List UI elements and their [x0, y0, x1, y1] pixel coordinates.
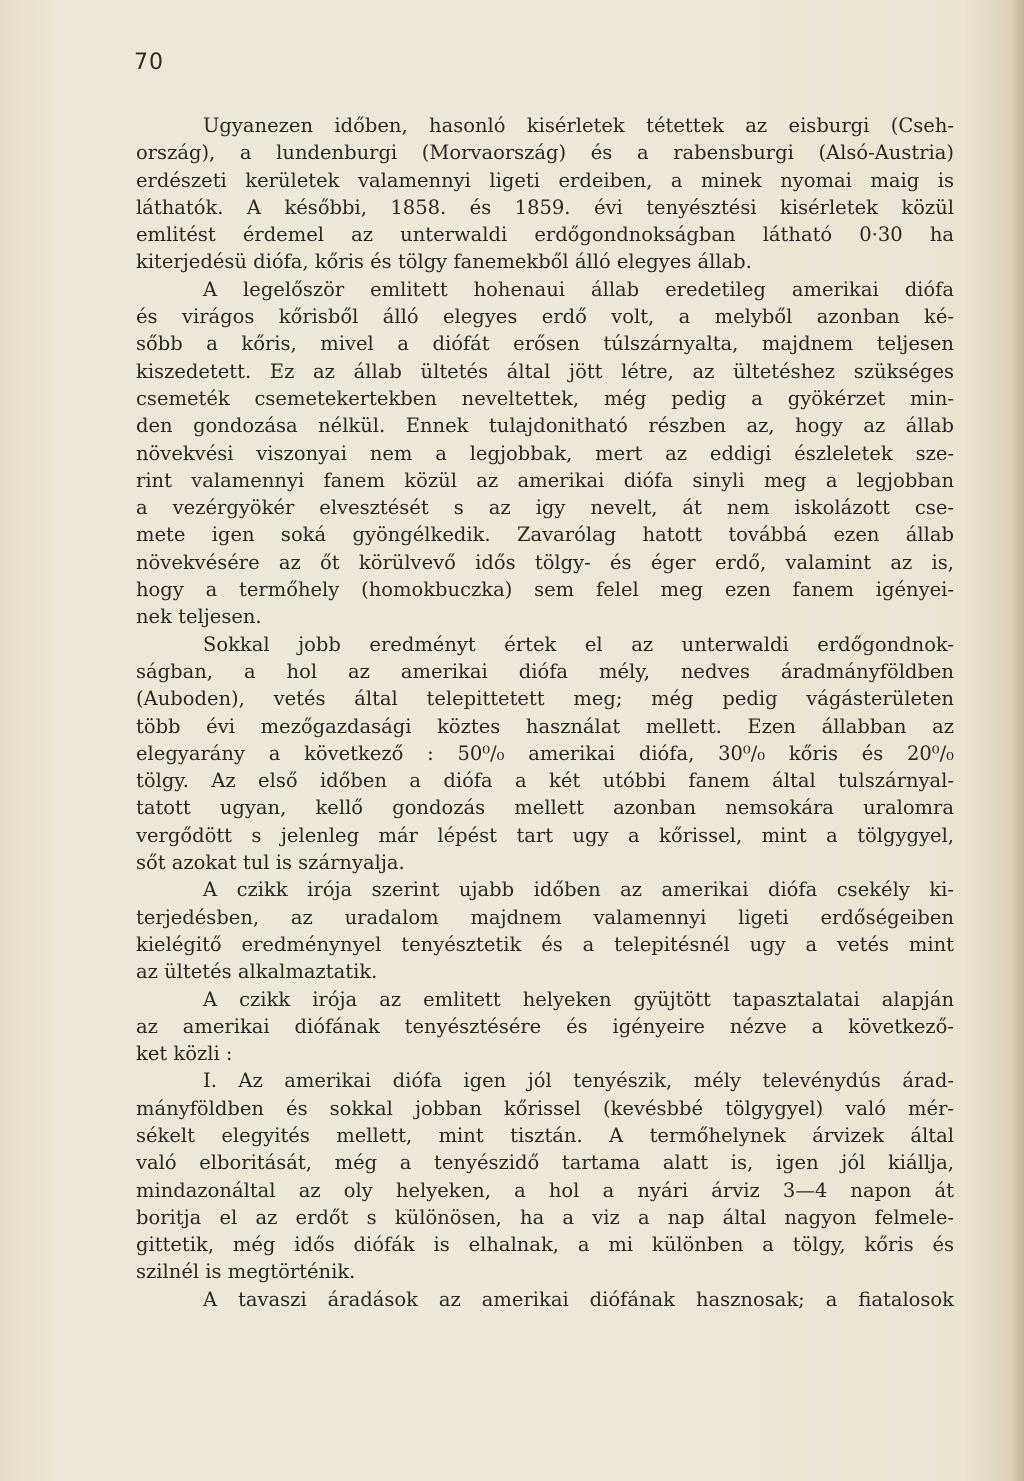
text-line: gittetik, még idős diófák is elhalnak, a mi különben a tölgy, kőris és [136, 1233, 954, 1257]
text-line: sőbb a kőris, mivel a diófát erősen túlszárnyalta, majdnem teljesen [136, 332, 954, 356]
text-line: erdészeti kerületek valamennyi ligeti erdeiben, a minek nyomai maig is [136, 168, 954, 192]
text-line: láthatók. A későbbi, 1858. és 1859. évi tenyésztési kisérletek közül [136, 195, 954, 219]
text-line: az ültetés alkalmaztatik. [136, 960, 378, 984]
text-line: több évi mezőgazdasági köztes használat mellett. Ezen állabban az [136, 714, 954, 738]
text-line: az amerikai diófának tenyésztésére és igényeire nézve a következő- [136, 1014, 954, 1038]
body-text [136, 112, 954, 1313]
text-line: A tavaszi áradások az amerikai diófának hasznosak; a fiatalosok [203, 1287, 954, 1311]
text-line: den gondozása nélkül. Ennek tulajdonitható részben az, hogy az állab [136, 414, 954, 438]
text-line: tatott ugyan, kellő gondozás mellett azonban nemsokára uralomra [136, 796, 954, 820]
text-line: emlitést érdemel az unterwaldi erdőgondnokságban látható 0·30 ha [136, 223, 954, 247]
text-line: kielégitő eredménynyel tenyésztetik és a telepitésnél ugy a vetés mint [136, 932, 954, 956]
text-line: csemeték csemetekertekben neveltettek, még pedig a gyökérzet min- [136, 386, 954, 410]
text-line: ország), a lundenburgi (Morvaország) és a rabensburgi (Alsó-Austria) [136, 141, 954, 165]
text-line: (Auboden), vetés által telepittetett meg; még pedig vágásterületen [136, 687, 954, 711]
text-line: I. Az amerikai diófa igen jól tenyészik, mély televénydús árad- [203, 1069, 954, 1093]
text-line: ságban, a hol az amerikai diófa mély, nedves áradmányföldben [136, 659, 954, 683]
text-line: elegyarány a következő : 50⁰/₀ amerikai diófa, 30⁰/₀ kőris és 20⁰/₀ [136, 741, 954, 765]
text-line: tölgy. Az első időben a diófa a két utóbbi fanem által tulszárnyal- [136, 769, 954, 793]
text-line: mete igen soká gyöngélkedik. Zavarólag hatott továbbá ezen állab [136, 523, 954, 547]
text-line: Ugyanezen időben, hasonló kisérletek tétettek az eisburgi (Cseh- [203, 114, 954, 137]
text-line: való elboritását, még a tenyészidő tartama alatt is, igen jól kiállja, [136, 1151, 954, 1175]
text-line: szilnél is megtörténik. [136, 1260, 356, 1284]
text-line: nek teljesen. [136, 605, 262, 629]
text-line: boritja el az erdőt s különösen, ha a viz a nap által nagyon felmele- [136, 1205, 954, 1229]
text-line: mányföldben és sokkal jobban kőrissel (kevésbbé tölgygyel) való mér- [136, 1096, 954, 1120]
text-line: ket közli : [136, 1042, 233, 1066]
text-line: Sokkal jobb eredményt értek el az unterwaldi erdőgondnok- [203, 632, 954, 656]
text-line: A czikk irója az emlitett helyeken gyüjtött tapasztalatai alapján [203, 987, 954, 1011]
text-line: a vezérgyökér elvesztését s az igy nevelt, át nem iskolázott cse- [136, 496, 954, 520]
page-edge-shadow [1010, 0, 1024, 1481]
text-line: kiszedetett. Ez az állab ültetés által jött létre, az ültetéshez szükséges [136, 359, 954, 383]
text-line: kiterjedésü diófa, kőris és tölgy fanemekből álló elegyes állab. [136, 250, 752, 274]
text-line: sékelt elegyités mellett, mint tisztán. A termőhelynek árvizek által [136, 1123, 954, 1147]
text-line: és virágos kőrisből álló elegyes erdő volt, a melyből azonban ké- [136, 305, 954, 329]
text-line: sőt azokat tul is szárnyalja. [136, 851, 405, 875]
text-line: rint valamennyi fanem közül az amerikai diófa sinyli meg a legjobban [136, 468, 954, 492]
page-number: 70 [134, 50, 164, 75]
text-line: A czikk irója szerint ujabb időben az amerikai diófa csekély ki- [203, 878, 954, 902]
text-line: növekvésére az őt körülvevő idős tölgy- és éger erdő, valamint az is, [136, 550, 954, 574]
text-line: terjedésben, az uradalom majdnem valamennyi ligeti erdőségeiben [136, 905, 954, 929]
text-line: A legelőször emlitett hohenaui állab eredetileg amerikai diófa [203, 277, 954, 301]
text-line: növekvési viszonyai nem a legjobbak, mert az eddigi észleletek sze- [136, 441, 954, 465]
text-line: hogy a termőhely (homokbuczka) sem felel meg ezen fanem igényei- [136, 578, 954, 602]
text-line: vergődött s jelenleg már lépést tart ugy a kőrissel, mint a tölgygyel, [136, 823, 954, 847]
text-line: mindazonáltal az oly helyeken, a hol a nyári árviz 3—4 napon át [136, 1178, 954, 1202]
